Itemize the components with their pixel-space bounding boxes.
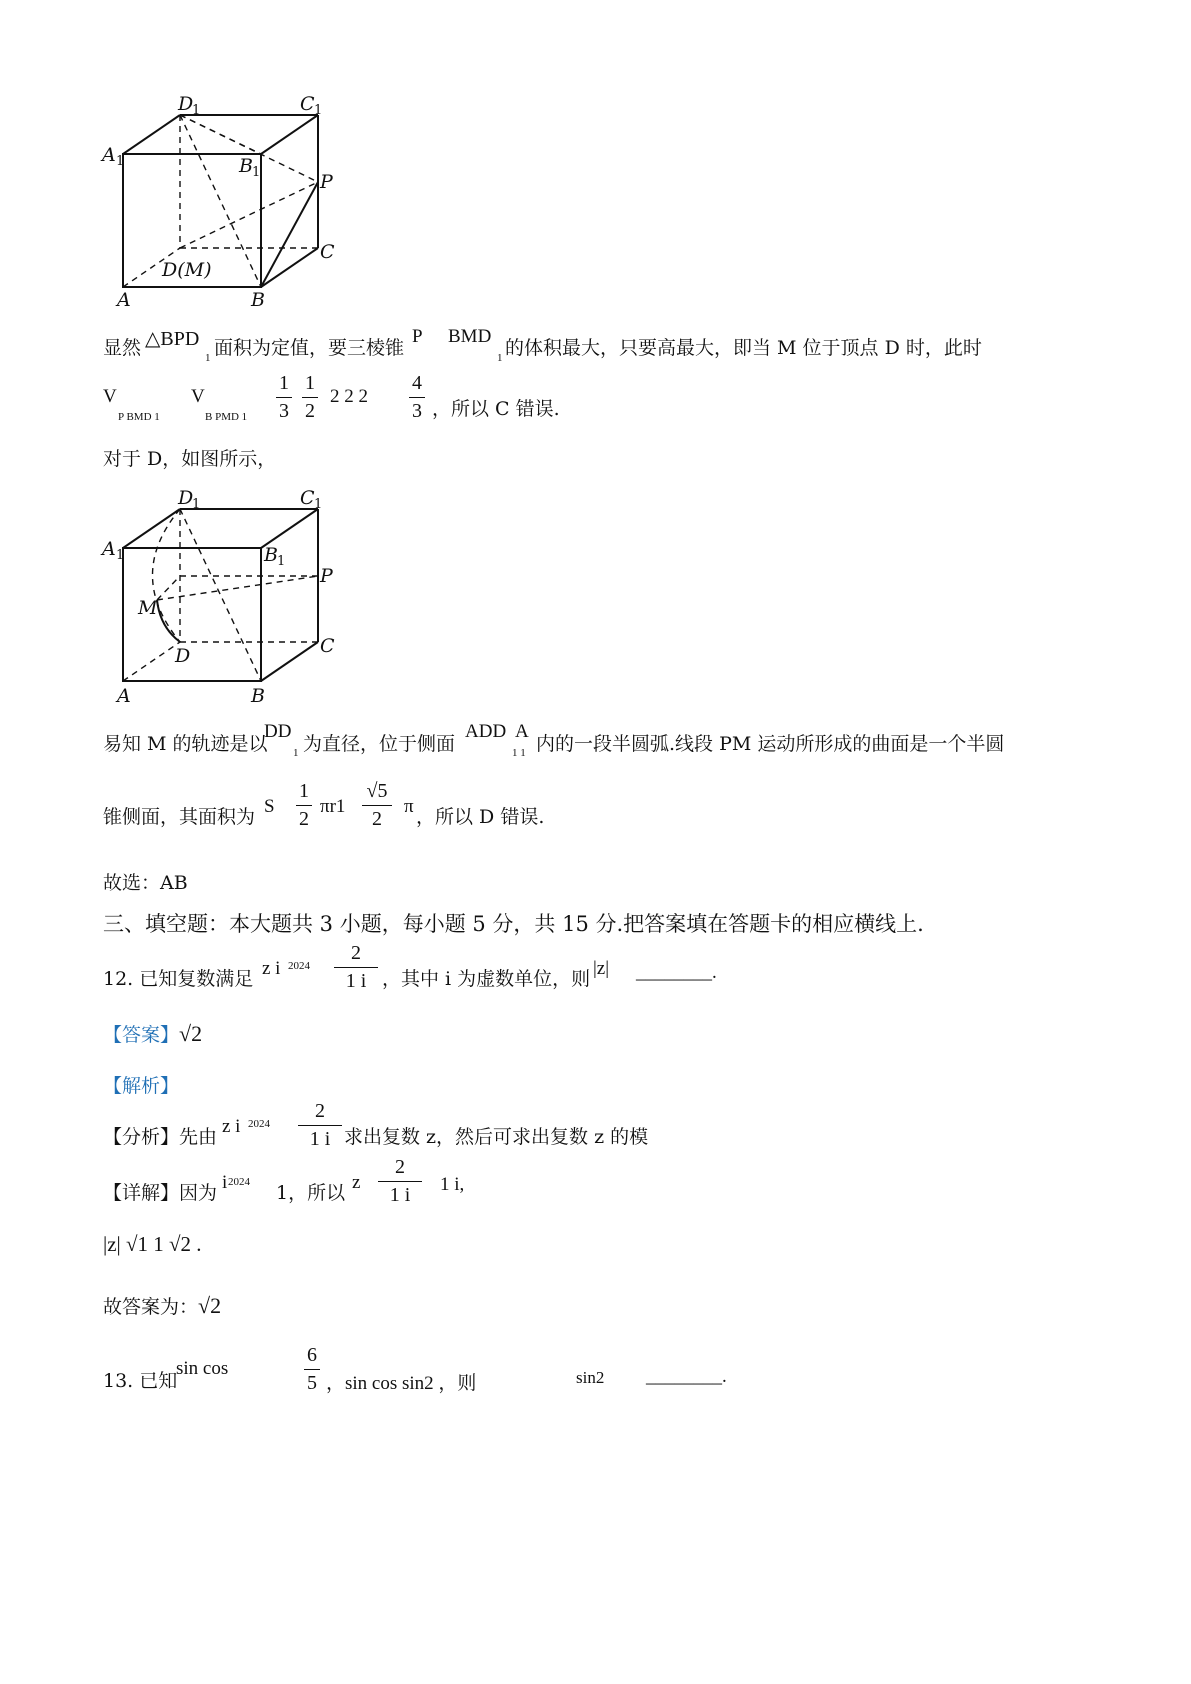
math-z-i: z i <box>222 1116 241 1137</box>
text: ，所以 D 错误. <box>416 806 545 828</box>
math-v1: V <box>103 386 117 407</box>
num: 1 <box>299 780 309 802</box>
label-c1-sub: 1 <box>314 497 323 512</box>
text: ，其中 i 为虚数单位，则 <box>382 968 591 990</box>
answer-line <box>103 1020 202 1047</box>
sub: 1 <box>497 352 503 364</box>
den: 5 <box>307 1372 317 1394</box>
sup: 2024 <box>248 1118 270 1130</box>
label-p: P <box>320 565 333 587</box>
label-a1-sub: 1 <box>116 548 125 563</box>
label-d1: D <box>178 93 194 115</box>
label-a: A <box>117 685 131 707</box>
math-i: i <box>222 1172 228 1193</box>
fraction <box>334 942 378 993</box>
text-line-3: 对于 D，如图所示， <box>103 448 277 470</box>
num: √5 <box>366 780 388 802</box>
num: 2 <box>351 942 361 964</box>
blank: ________. <box>646 1366 727 1387</box>
fraction <box>378 1156 422 1207</box>
label-c1: C <box>300 93 315 115</box>
label-a1-sub: 1 <box>116 154 125 169</box>
den: 1 i <box>389 1184 411 1206</box>
text: 【分析】先由 <box>103 1126 218 1148</box>
math-sin2: sin2 <box>576 1368 605 1387</box>
label-c1-sub: 1 <box>314 103 323 118</box>
math: 1 i, <box>440 1174 465 1195</box>
label-c1: C <box>300 487 315 509</box>
label-c: C <box>320 241 335 263</box>
den: 1 i <box>345 970 367 992</box>
label-p: P <box>320 171 333 193</box>
math-abs-z: |z| <box>593 958 610 979</box>
math: 2 2 2 <box>330 386 368 407</box>
text: ，所以 C 错误. <box>432 398 560 420</box>
math: △BPD <box>145 328 200 350</box>
sub: B PMD 1 <box>205 411 248 423</box>
den: 2 <box>305 400 315 422</box>
text-line-1 <box>103 333 141 360</box>
math-z: z <box>352 1172 361 1193</box>
num: 1 <box>279 372 289 394</box>
text: 12. 已知复数满足 <box>103 968 254 990</box>
fraction-1-2 <box>302 372 318 423</box>
math-v2: V <box>191 386 205 407</box>
math-pi: π <box>404 796 414 817</box>
math: ，sin cos sin2 ，则 <box>326 1373 477 1394</box>
modulus-line: |z| √1 1 √2 . <box>103 1232 202 1256</box>
sub: 1 <box>293 747 299 759</box>
label-d1-sub: 1 <box>192 497 201 512</box>
label-b1: B <box>239 155 253 177</box>
text: 故答案为： <box>103 1296 199 1318</box>
fraction-6-5 <box>304 1344 320 1395</box>
text-line-6: 故选：AB <box>103 872 188 894</box>
label-a1: A <box>102 144 116 166</box>
den: 3 <box>412 400 422 422</box>
math-a: A <box>515 721 529 742</box>
den: 2 <box>299 808 309 830</box>
num: 2 <box>315 1100 325 1122</box>
label-b1: B <box>264 544 278 566</box>
text: 显然 <box>103 337 142 359</box>
sup: 2024 <box>228 1176 250 1188</box>
final-answer-value: √2 <box>198 1293 222 1318</box>
math-s: S <box>264 796 275 817</box>
answer-value: √2 <box>179 1021 203 1046</box>
cube-figure-1 <box>100 88 360 313</box>
sup: 2024 <box>288 960 310 972</box>
analysis-label: 【解析】 <box>103 1075 180 1097</box>
final-answer-line <box>103 1292 221 1319</box>
math-sin-cos: sin cos <box>176 1358 229 1379</box>
label-b: B <box>251 289 265 311</box>
label-dm: D(M) <box>162 259 212 281</box>
text: 为直径，位于侧面 <box>303 733 456 755</box>
num: 2 <box>395 1156 405 1178</box>
fraction-sqrt5-2 <box>362 780 392 831</box>
sub: 1 1 <box>512 747 526 759</box>
fraction-1-3 <box>276 372 292 423</box>
sub: P BMD 1 <box>118 411 160 423</box>
math-dd: DD <box>264 721 292 742</box>
label-d1-sub: 1 <box>192 103 201 118</box>
fraction-4-3 <box>409 372 425 423</box>
triangle-bpd <box>145 326 199 351</box>
text: 内的一段半圆弧.线段 PM 运动所形成的曲面是一个半圆 <box>536 733 1005 755</box>
math-bmd: BMD <box>448 326 492 347</box>
section-heading: 三、填空题：本大题共 3 小题，每小题 5 分，共 15 分.把答案填在答题卡的相应横线上. <box>103 912 924 936</box>
label-b1-sub: 1 <box>252 165 261 180</box>
math-p: P <box>412 326 423 347</box>
den: 1 i <box>309 1128 331 1150</box>
label-b: B <box>251 685 265 707</box>
label-d1: D <box>178 487 194 509</box>
cube-figure-2 <box>100 482 360 707</box>
fraction-1-2 <box>296 780 312 831</box>
fraction <box>298 1100 342 1151</box>
num: 6 <box>307 1344 317 1366</box>
text: 易知 M 的轨迹是以 <box>103 733 268 755</box>
label-b1-sub: 1 <box>277 554 286 569</box>
num: 4 <box>412 372 422 394</box>
label-m: M <box>138 597 158 619</box>
label-c: C <box>320 635 335 657</box>
math-z-i: z i <box>262 958 281 979</box>
num: 1 <box>305 372 315 394</box>
den: 3 <box>279 400 289 422</box>
math-add: ADD <box>465 721 507 742</box>
den: 2 <box>372 808 382 830</box>
label-a: A <box>117 289 131 311</box>
text: 【详解】因为 <box>103 1182 218 1204</box>
label-a1: A <box>102 538 116 560</box>
text: 锥侧面，其面积为 <box>103 806 256 828</box>
text: 1，所以 <box>276 1182 346 1204</box>
text: 面积为定值，要三棱锥 <box>214 337 405 359</box>
math: πr1 <box>320 796 346 817</box>
text: 的体积最大，只要高最大，即当 M 位于顶点 D 时，此时 <box>505 337 982 359</box>
blank: ________. <box>636 962 717 983</box>
sub: 1 <box>205 352 211 364</box>
text: 求出复数 z，然后可求出复数 z 的模 <box>344 1126 649 1148</box>
answer-label: 【答案】 <box>103 1024 180 1046</box>
text: 13. 已知 <box>103 1370 178 1392</box>
label-d: D <box>175 645 191 667</box>
